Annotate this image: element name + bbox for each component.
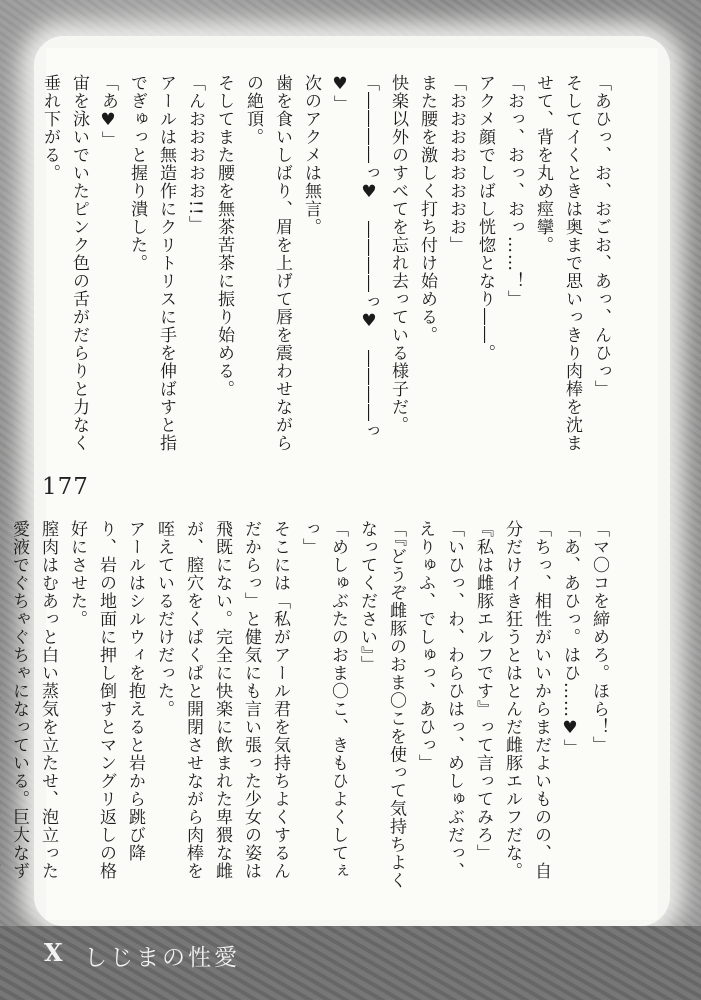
text-block-bottom — [0, 520, 613, 892]
paragraph: 次のアクメは無言。 — [301, 74, 321, 236]
paragraph: アールは無造作にクリトリスに手を伸ばすと指でぎゅっと握り潰した。 — [127, 74, 176, 452]
chapter-label: X — [44, 938, 63, 967]
paragraph: 「おっ、おっ、おっ……！」 — [504, 74, 524, 308]
paragraph: そしてイくときは奥まで思いっきり肉棒を沈ませて、背を丸め痙攣。 — [533, 74, 582, 452]
paragraph: そこには「私がアール君を気持ちよくするんだからっ」と健気にも言い張った少女の姿は飛既にない。完全に快楽に飲まれた卑猥な雌が、膣穴をくぱくぱと開閉させながら肉棒を咥えているだけだった。 — [154, 520, 290, 880]
paragraph: 「あ、あひっ。はひ……♥」 — [560, 520, 580, 757]
paragraph: 宙を泳いでいたピンク色の舌がだらりと力なく垂れ下がる。 — [40, 74, 89, 452]
paragraph: 「んおおおおお!!」 — [185, 74, 205, 234]
paragraph: また腰を激しく打ち付け始める。 — [417, 74, 437, 344]
chapter-title: しじまの性愛 — [84, 945, 240, 971]
paragraph: アクメ顔でしばし恍惚となり――。 — [475, 74, 495, 362]
paragraph: 「あ♥」 — [98, 74, 118, 149]
paragraph: 「あひっ、お、おごお、あっ、んひっ」 — [591, 74, 611, 398]
text-block-top — [35, 74, 615, 466]
paragraph: 膣肉はむあっと白い蒸気を立たせ、泡立った愛液でぐちゃぐちゃになっている。巨大なず — [9, 520, 58, 880]
paragraph: 「ちっ、相性がいいからまだよいものの、自分だけイき狂うとはとんだ雌豚エルフだな。『私は雌豚エルフです』って言ってみろ」 — [473, 520, 551, 880]
paragraph: 「いひっ、わ、わらひはっ、めしゅぶだっ、えりゅふ、でしゅっ、あひっ」 — [415, 520, 464, 880]
paragraph: 「めしゅぶたのおま〇こ、きもひよくしてぇっ」 — [299, 520, 348, 880]
paragraph: アールはシルウィを抱えると岩から跳び降り、岩の地面に押し倒すとマングリ返しの格好にさせた。 — [67, 520, 145, 880]
paragraph: 「おおおおおおおお」 — [446, 74, 466, 254]
paragraph: 「『どうぞ雌豚のおま〇こを使って気持ちよくなってください』」 — [357, 520, 406, 890]
paragraph: そしてまた腰を無茶苦茶に振り始める。 — [214, 74, 234, 398]
paragraph: 歯を食いしばり、眉を上げて唇を震わせながらの絶頂。 — [243, 74, 292, 452]
paragraph: 快楽以外のすべてを忘れ去っている様子だ。 — [388, 74, 408, 434]
paragraph: 「――――っ♥ ――――っ♥ ――――っ♥」 — [330, 74, 379, 440]
page-number: 177 — [42, 474, 89, 500]
paragraph: 「マ〇コを締めろ。ほら！」 — [589, 520, 609, 754]
